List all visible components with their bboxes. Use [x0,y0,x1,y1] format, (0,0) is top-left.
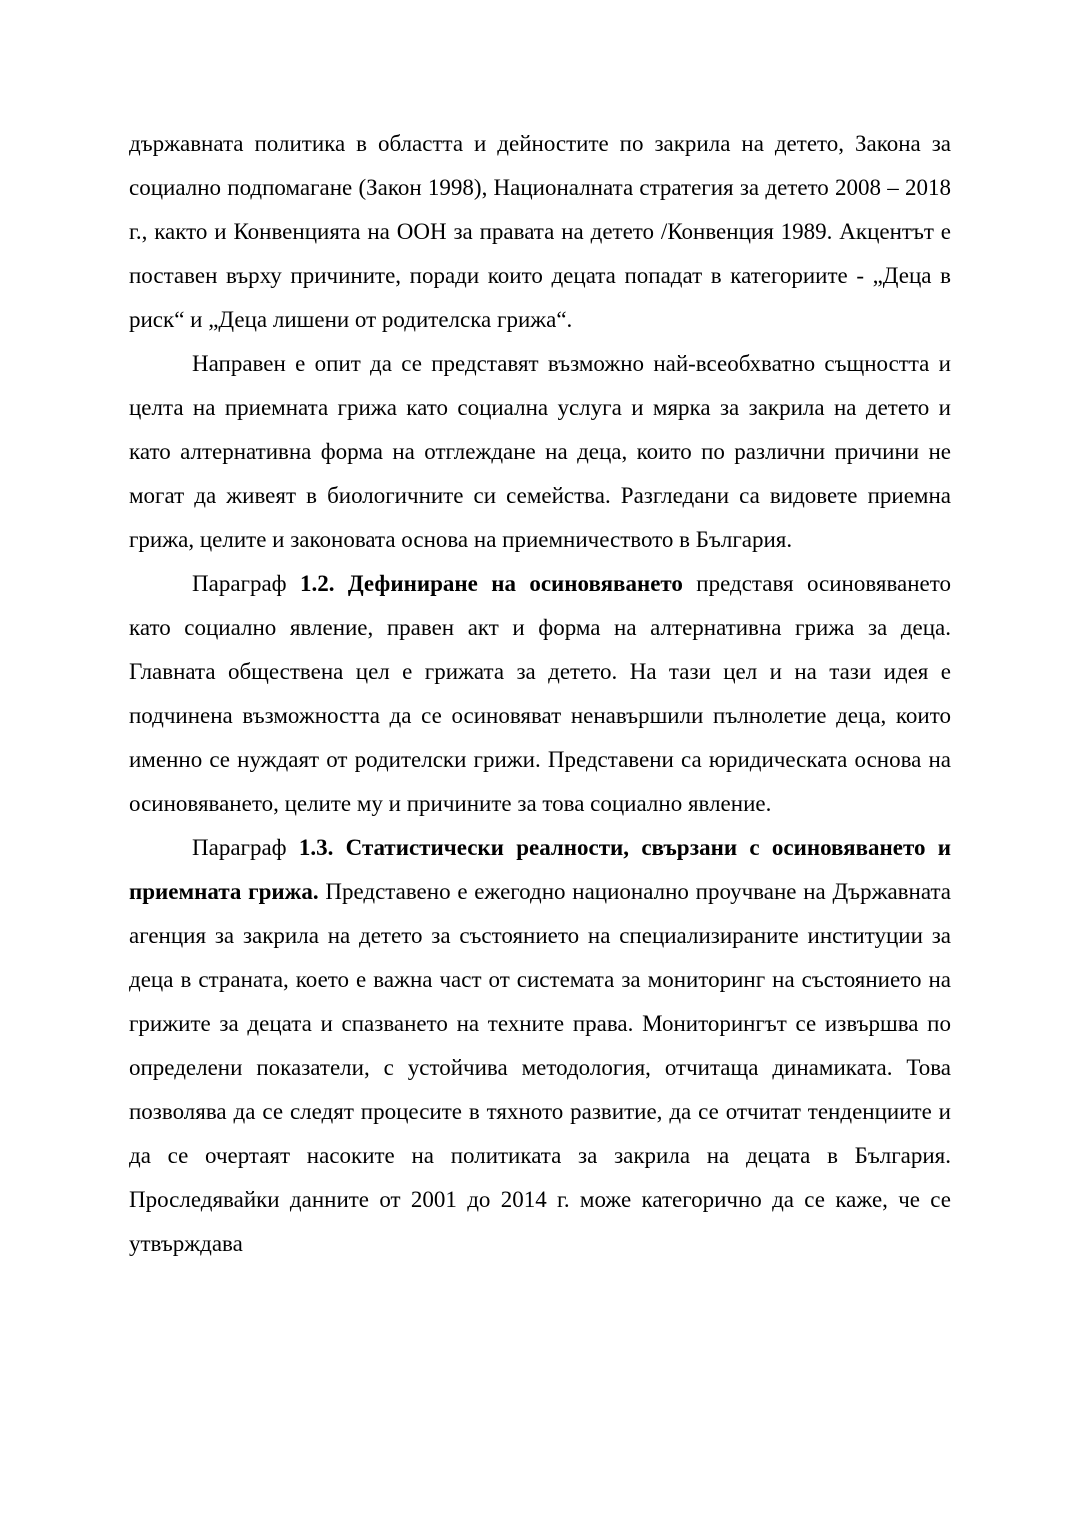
section-reference-1-2: 1.2. Дефиниране на осиновяването [299,571,683,596]
paragraph-prefix: Параграф [192,835,299,860]
paragraph-body: представя осиновяването като социално явление, правен акт и форма на алтернативна грижа за деца. Главната обществена цел е грижата за детето. На тази цел и на тази идея е подчинена възможността да се осиновяват ненавършили пълнолетие деца, които именно се нуждаят от родителски грижи. Представени са юридическата основа на осиновяването, целите му и причините за това социално явление. [129,571,952,816]
document-page [129,122,951,1266]
paragraph-adoption-definition [129,562,951,826]
paragraph-body: Представено е ежегодно национално проучване на Държавната агенция за закрила на детето за състоянието на специализираните институции за деца в страната, което е важна част от системата за мониторинг на състоянието на грижите за децата и спазването на техните права. Мониторингът се извършва по определени показатели, с устойчива методология, отчитаща динамиката. Това позволява да се следят процесите в тяхното развитие, да се отчитат тенденциите и да се очертаят насоките на политиката за закрила на децата в България. Проследявайки данните от 2001 до 2014 г. може категорично да се каже, че се утвърждава [129,879,951,1256]
paragraph-foster-care: Направен е опит да се представят възможно най-всеобхватно същността и целта на приемната грижа като социална услуга и мярка за закрила на детето и като алтернативна форма на отглеждане на деца, които по различни причини не могат да живеят в биологичните си семейства. Разгледани са видовете приемна грижа, целите и законовата основа на приемничеството в България. [129,351,951,552]
paragraph-prefix: Параграф [192,571,300,596]
paragraph-intro-continuation: държавната политика в областта и дейностите по закрила на детето, Закона за социално подпомагане (Закон 1998), Националната стратегия за детето 2008 – 2018 г., както и Конвенцията на ООН за правата на детето /Конвенция 1989. Акцентът е поставен върху причините, поради които децата попадат в категориите - „Деца в риск“ и „Деца лишени от родителска грижа“. [129,131,951,332]
paragraph-statistics [129,826,951,1266]
section-reference-1-3: 1.3. Статистически реалности, свързани с осиновяването и приемната грижа. [129,835,951,904]
